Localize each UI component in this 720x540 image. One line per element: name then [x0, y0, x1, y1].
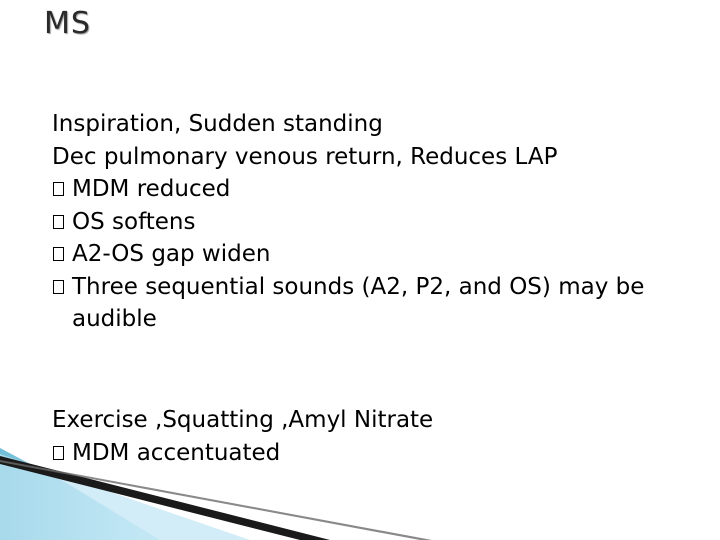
bullet-text: A2-OS gap widen	[72, 241, 271, 267]
bullet-item	[52, 271, 712, 336]
corner-decoration	[0, 440, 720, 540]
bullet-text: OS softens	[72, 208, 196, 235]
bullet-item	[52, 206, 712, 239]
bullet-text: Three sequential sounds (A2, P2, and OS) may be audible	[72, 273, 645, 332]
body-line: Dec pulmonary venous return, Reduces LAP	[52, 143, 558, 170]
bullet-box-icon	[53, 280, 64, 294]
body-line: Exercise ,Squatting ,Amyl Nitrate	[52, 407, 434, 433]
bullet-box-icon	[53, 215, 64, 229]
bullet-item	[52, 173, 712, 206]
bullet-text: MDM accentuated	[72, 439, 281, 466]
bullet-item	[52, 238, 712, 271]
bullet-text: MDM reduced	[72, 176, 231, 202]
body-line: Inspiration, Sudden standing	[52, 111, 383, 137]
bullet-box-icon	[53, 182, 64, 196]
bullet-box-icon	[53, 247, 64, 261]
content-block-inspiration	[52, 108, 712, 336]
slide-title: MS	[44, 6, 91, 41]
